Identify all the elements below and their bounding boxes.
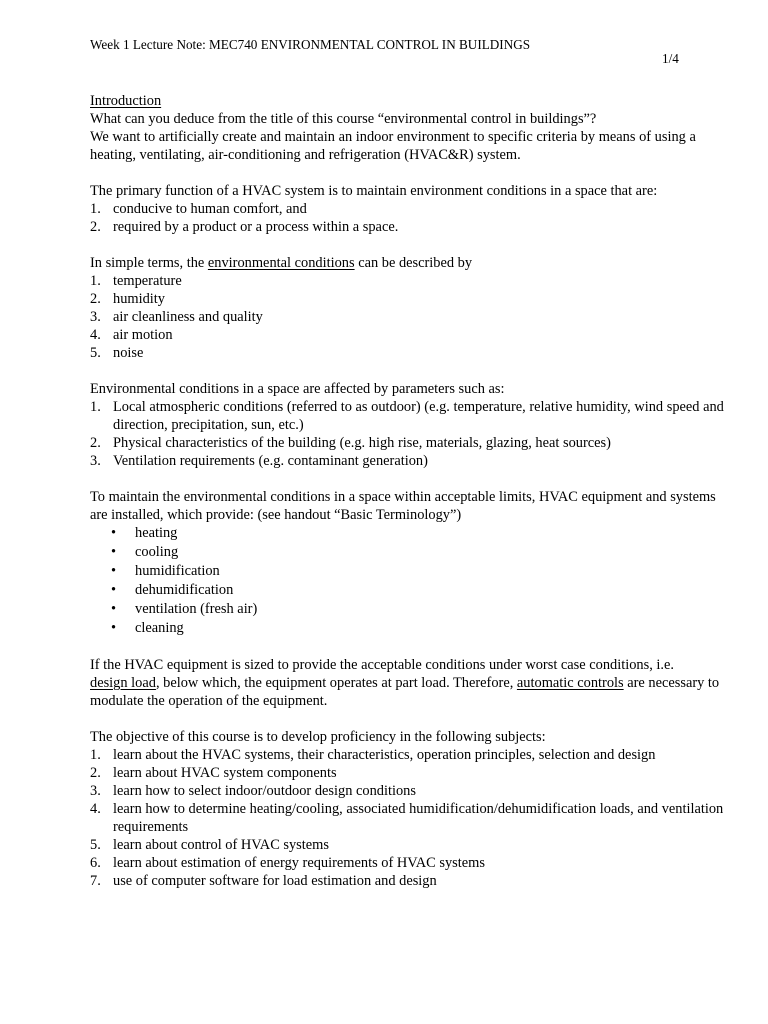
conditions-lead: In simple terms, the environmental conditions can be described by — [90, 255, 473, 271]
conditions-list — [90, 272, 730, 362]
list-item: 3. Ventilation requirements (e.g. contaminant generation) — [90, 453, 428, 469]
objective-list — [90, 746, 730, 890]
primary-function-list — [90, 200, 730, 236]
list-item: 6. learn about estimation of energy requirements of HVAC systems — [90, 855, 485, 871]
bullet-item: • cooling — [111, 544, 179, 560]
list-item: 1. temperature — [90, 273, 182, 289]
intro-question: What can you deduce from the title of this course “environmental control in buildings”? — [90, 111, 597, 127]
list-item: 5. noise — [90, 345, 144, 361]
primary-function-lead: The primary function of a HVAC system is to maintain environment conditions in a space that are: — [90, 183, 658, 199]
equipment-provides-list — [90, 524, 730, 638]
bullet-item: • ventilation (fresh air) — [111, 601, 258, 617]
equipment-lead: To maintain the environmental conditions in a space within acceptable limits, HVAC equipment and systems are installed, which provide: (see handout “Basic Terminology”) — [90, 489, 716, 523]
sizing-paragraph: If the HVAC equipment is sized to provide the acceptable conditions under worst case conditions, i.e. design load, below which, the equipment operates at part load. Therefore, automatic controls are necessary to modulate the operation of the equipment. — [90, 657, 720, 709]
bullet-item: • humidification — [111, 563, 220, 579]
page-header: Week 1 Lecture Note: MEC740 ENVIRONMENTAL CONTROL IN BUILDINGS — [90, 37, 531, 52]
list-item: 5. learn about control of HVAC systems — [90, 837, 329, 853]
list-item: 3. air cleanliness and quality — [90, 309, 263, 325]
list-item: 2. Physical characteristics of the building (e.g. high rise, materials, glazing, heat sources) — [90, 435, 611, 451]
list-item: 3. learn how to select indoor/outdoor design conditions — [90, 783, 416, 799]
page-number: 1/4 — [662, 51, 679, 66]
document-body — [90, 92, 730, 890]
objective-lead: The objective of this course is to develop proficiency in the following subjects: — [90, 729, 546, 745]
parameters-lead: Environmental conditions in a space are affected by parameters such as: — [90, 381, 505, 397]
list-item: 2. humidity — [90, 291, 165, 307]
list-item: 1. conducive to human comfort, and — [90, 201, 307, 217]
list-item: 1. Local atmospheric conditions (referred to as outdoor) (e.g. temperature, relative humidity, wind speed and direction, precipitation, sun, etc.) — [90, 399, 724, 433]
list-item: 4. learn how to determine heating/cooling, associated humidification/dehumidification loads, and ventilation requirements — [90, 801, 724, 835]
list-item: 2. required by a product or a process within a space. — [90, 219, 399, 235]
section-heading-introduction: Introduction — [90, 93, 162, 109]
parameters-list — [90, 398, 730, 470]
list-item: 2. learn about HVAC system components — [90, 765, 337, 781]
bullet-item: • cleaning — [111, 620, 184, 636]
list-item: 7. use of computer software for load estimation and design — [90, 873, 437, 889]
list-item: 4. air motion — [90, 327, 173, 343]
intro-paragraph: We want to artificially create and maintain an indoor environment to specific criteria by means of using a heating, ventilating, air-conditioning and refrigeration (HVAC&R) system. — [90, 129, 696, 163]
list-item: 1. learn about the HVAC systems, their characteristics, operation principles, selection and design — [90, 747, 656, 763]
bullet-item: • heating — [111, 525, 178, 541]
bullet-item: • dehumidification — [111, 582, 234, 598]
